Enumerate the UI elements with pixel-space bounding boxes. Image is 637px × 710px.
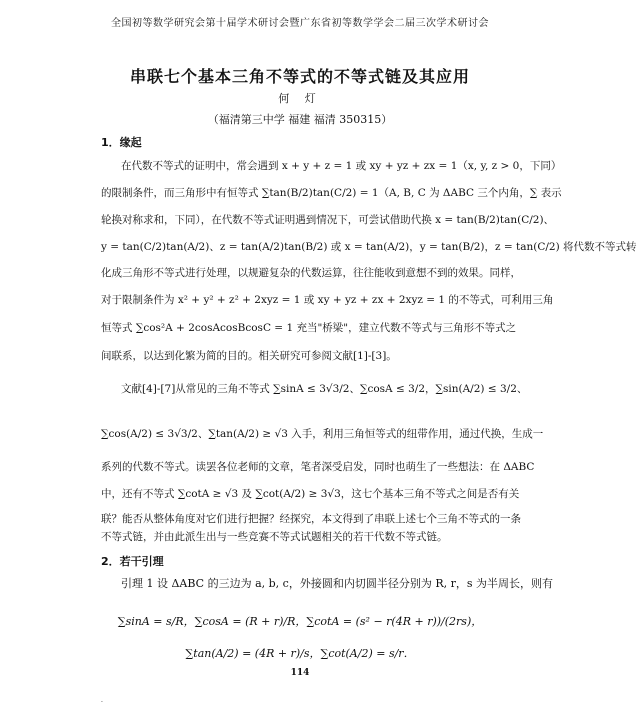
- para1-line: 轮换对称求和，下同），在代数不等式证明遇到情况下，可尝试借助代换 x = tan(B/2)tan(C/2)、: [101, 214, 555, 226]
- para1-line: y = tan(C/2)tan(A/2)、z = tan(A/2)tan(B/2) 或 x = tan(A/2)，y = tan(B/2)，z = tan(C/2) 将代数不等式转: [101, 241, 637, 253]
- para1-line: 对于限制条件为 x² + y² + z² + 2xyz = 1 或 xy + yz + zx + 2xyz = 1 的不等式，可利用三角: [101, 294, 554, 306]
- para1-line: 恒等式 ∑cos²A + 2cosAcosBcosC = 1 充当"桥梁"，建立代数不等式与三角形不等式之: [101, 322, 517, 334]
- author-affiliation: （福清第三中学 福建 福清 350315）: [207, 113, 393, 126]
- section-heading-2: 2．若干引理: [101, 555, 164, 568]
- author-name: 何 灯: [278, 92, 322, 105]
- para2-line: 中，还有不等式 ∑cotA ≥ √3 及 ∑cot(A/2) ≥ 3√3，这七个基本三角不等式之间是否有关: [101, 488, 520, 500]
- para2-line: ∑cos(A/2) ≤ 3√3/2、∑tan(A/2) ≥ √3 入手，利用三角恒等式的纽带作用，通过代换，生成一: [101, 428, 544, 440]
- para2-line: 联？能否从整体角度对它们进行把握？经探究，本文得到了串联上述七个三角不等式的一条: [101, 513, 521, 525]
- running-header: 全国初等数学研究会第十届学术研讨会暨广东省初等数学学会二届三次学术研讨会: [111, 18, 489, 29]
- para2-line: 系列的代数不等式。读罢各位老师的文章，笔者深受启发，同时也萌生了一些想法：在 ΔABC: [101, 461, 535, 473]
- section-heading-1: 1．缘起: [101, 136, 142, 149]
- para2-line: 不等式链，并由此派生出与一些竞赛不等式试题相关的若干代数不等式链。: [101, 531, 448, 543]
- paper-title: 串联七个基本三角不等式的不等式链及其应用: [129, 67, 470, 86]
- para1-line: 在代数不等式的证明中，常会遇到 x + y + z = 1 或 xy + yz + zx = 1（x, y, z > 0，下同）: [121, 160, 562, 172]
- lemma-formula-line: ∑sinA = s/R，∑cosA = (R + r)/R，∑cotA = (s² − r(4R + r))/(2rs)，: [117, 615, 483, 628]
- lemma-formula-line: ∑tan(A/2) = (4R + r)/s，∑cot(A/2) = s/r．: [185, 647, 415, 660]
- para1-line: 化成三角形不等式进行处理，以规避复杂的代数运算，往往能收到意想不到的效果。同样，: [101, 267, 521, 279]
- para2-line: 文献[4]-[7]从常见的三角不等式 ∑sinA ≤ 3√3/2、∑cosA ≤ 3/2，∑sin(A/2) ≤ 3/2、: [121, 383, 528, 395]
- footer-mark: .: [101, 697, 103, 704]
- para1-line: 间联系，以达到化繁为简的目的。相关研究可参阅文献[1]-[3]。: [101, 350, 397, 362]
- para1-line: 的限制条件，而三角形中有恒等式 ∑tan(B/2)tan(C/2) = 1（A, B, C 为 ΔABC 三个内角，∑ 表示: [101, 187, 562, 199]
- page-number: 114: [290, 668, 310, 678]
- lemma-1: 引理 1 设 ΔABC 的三边为 a, b, c，外接圆和内切圆半径分别为 R, r，s 为半周长，则有: [121, 577, 553, 590]
